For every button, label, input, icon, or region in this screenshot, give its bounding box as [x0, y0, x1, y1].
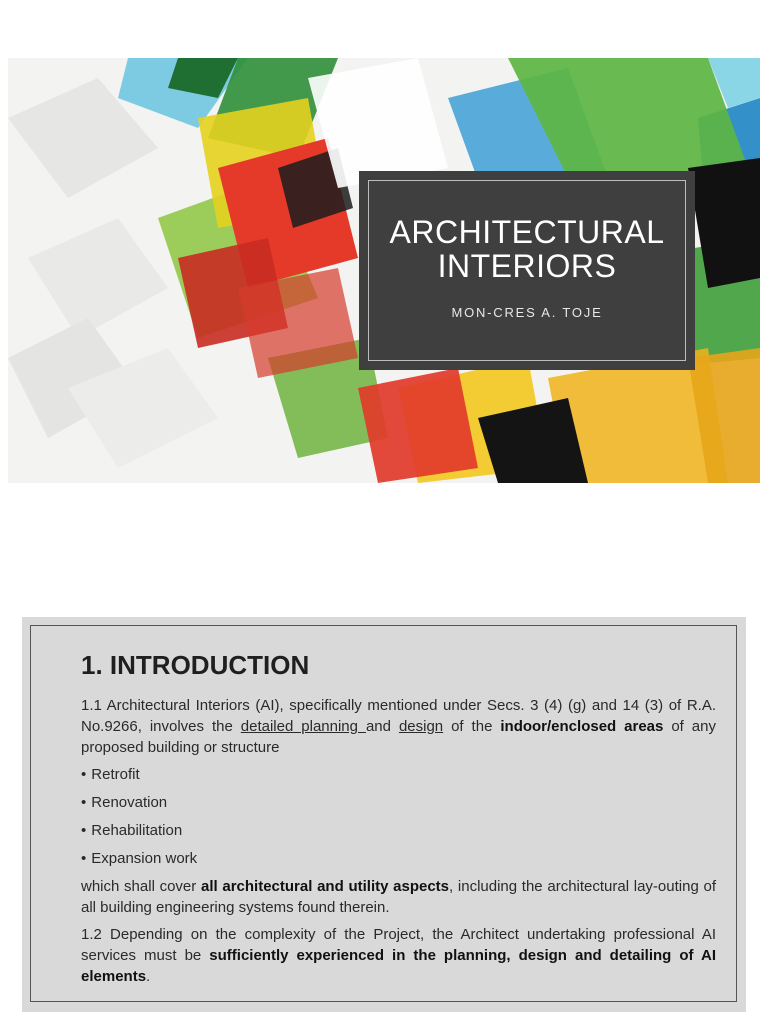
content-frame [30, 625, 737, 1002]
title-box [359, 171, 695, 370]
title-slide [8, 58, 760, 483]
p1-text-b: and [365, 718, 399, 735]
p3-text-b: . [146, 968, 151, 985]
p3-text-a: 1.2 Depending on the complexity of the Project, the Architect undertaking professional AI services must be [81, 926, 716, 964]
paragraph-2 [81, 876, 716, 918]
p2-bold: all architectural and utility aspects [200, 878, 450, 895]
p1-bold: indoor/enclosed areas [500, 718, 664, 735]
introduction-slide [22, 617, 746, 1012]
slide-title-line1: ARCHITECTURAL [389, 214, 665, 250]
p1-text-a: 1.1 Architectural Interiors (AI), specifically mentioned under Secs. 3 (4) (g) and 14 (3) of R.A. No.9266, involves the [81, 697, 716, 735]
list-item: • Rehabilitation [81, 820, 716, 841]
list-item: • Renovation [81, 792, 716, 813]
p1-underline-1: detailed planning [240, 718, 366, 735]
p2-text-a: which shall cover [81, 878, 201, 895]
paragraph-3 [81, 924, 716, 987]
slide-title-line2: INTERIORS [437, 248, 617, 284]
p1-text-c: of the [443, 718, 501, 735]
slide-author: MON-CRES A. TOJE [451, 305, 603, 320]
list-item: • Expansion work [81, 848, 716, 869]
p1-underline-2: design [398, 718, 444, 735]
list-item: • Retrofit [81, 764, 716, 785]
section-heading: 1. INTRODUCTION [81, 650, 310, 680]
p2-text-b: , including the architectural lay-outing of all building engineering systems found therein. [81, 878, 716, 916]
paragraph-1 [81, 695, 716, 758]
title-frame [368, 180, 686, 361]
bullet-list [81, 764, 716, 869]
p1-text-d: of any proposed building or structure [81, 718, 716, 756]
p3-bold: sufficiently experienced in the planning, design and detailing of AI elements [81, 947, 716, 985]
